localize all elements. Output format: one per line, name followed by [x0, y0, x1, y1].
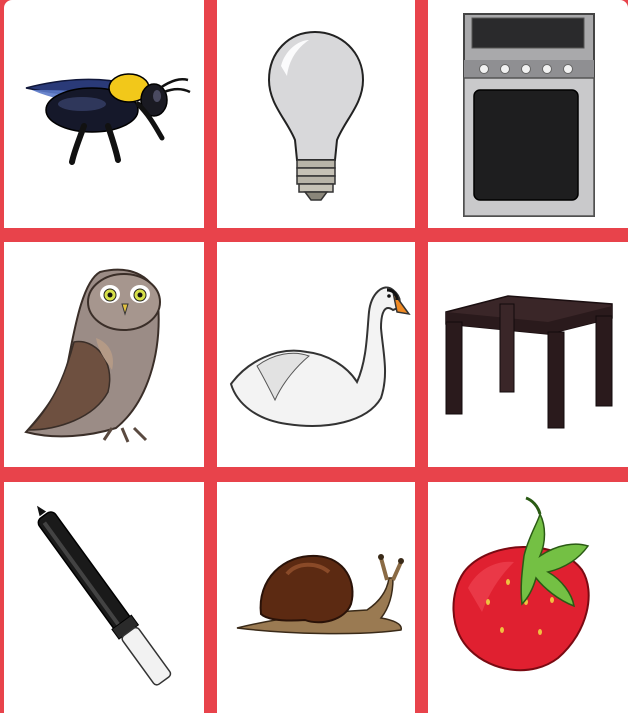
- card-owl[interactable]: [4, 242, 204, 467]
- bee-icon: [4, 0, 204, 228]
- card-oven[interactable]: [428, 0, 628, 228]
- snail-icon: [217, 482, 415, 713]
- strawberry-icon: [428, 482, 628, 713]
- card-table[interactable]: [428, 242, 628, 467]
- owl-icon: [4, 242, 204, 467]
- card-strawberry[interactable]: [428, 482, 628, 713]
- card-snail[interactable]: [217, 482, 415, 713]
- card-marker-pen[interactable]: [4, 482, 204, 713]
- oven-icon: [428, 0, 628, 228]
- card-swan[interactable]: [217, 242, 415, 467]
- card-bee[interactable]: [4, 0, 204, 228]
- swan-icon: [217, 242, 415, 467]
- table-icon: [428, 242, 628, 467]
- marker-pen-icon: [4, 482, 204, 713]
- light-bulb-icon: [217, 0, 415, 228]
- card-light-bulb[interactable]: [217, 0, 415, 228]
